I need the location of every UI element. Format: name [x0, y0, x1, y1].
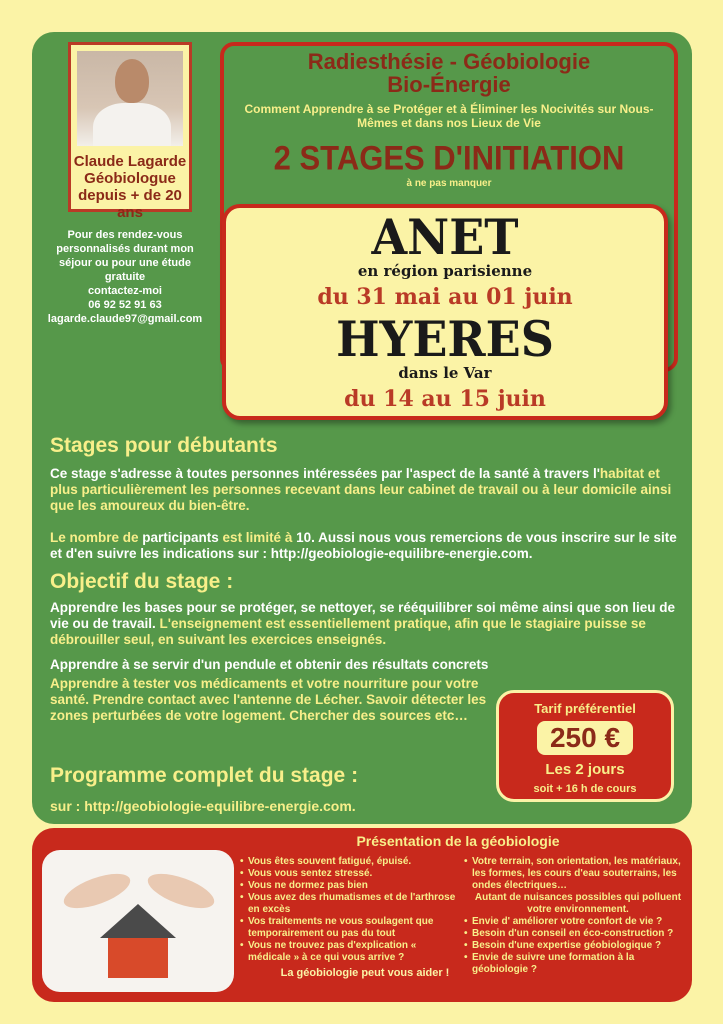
section2-paragraph2: Apprendre à se servir d'un pendule et obtenir des résultats concrets: [50, 657, 489, 672]
contact-cta: contactez-moi: [88, 285, 162, 297]
event-dates: du 31 mai au 01 juin: [317, 284, 573, 310]
header-title: [226, 50, 672, 96]
presentation-closing: La géobiologie peut vous aider !: [280, 967, 450, 979]
price-amount: 250 €: [537, 721, 633, 755]
section2-paragraph1: Apprendre les bases pour se protéger, se nettoyer, se rééquilibrer soi même ainsi que son lieu de vie ou de travail. L'enseignement est essentiellement pratique, afin que le stagiaire puisse se débrouiller seul, en suivant les exercices enseignés.: [50, 600, 675, 647]
header-headline: 2 STAGES D'INITIATION: [273, 138, 625, 178]
price-duration: Les 2 jours: [545, 761, 625, 778]
list-item: • Vous vous sentez stressé.: [240, 868, 458, 880]
contact-email[interactable]: lagarde.claude97@gmail.com: [47, 313, 203, 325]
presentation-title: Présentation de la géobiologie: [356, 833, 560, 849]
list-item: • Vous avez des rhumatismes et de l'arthrose en excès: [240, 892, 458, 916]
event-dates: du 14 au 15 juin: [344, 386, 546, 412]
program-link[interactable]: sur : http://geobiologie-equilibre-energie.com.: [50, 798, 356, 814]
event-city: ANET: [371, 208, 519, 266]
header-subheadline: à ne pas manquer: [406, 178, 492, 189]
section1-paragraph1: Ce stage s'adresse à toutes personnes intéressées par l'aspect de la santé à travers l'habitat et plus particulièrement les personnes recevant dans leur cabinet de travail ou à leur domicile ainsi que les amoureux du bien-être.: [50, 466, 672, 513]
right-note: Autant de nuisances possibles qui polluent votre environnement.: [474, 892, 682, 915]
event-region: dans le Var: [398, 364, 492, 382]
presentation-right-list: [464, 856, 684, 976]
profile-photo: [77, 51, 183, 146]
list-item: • Vous êtes souvent fatigué, épuisé.: [240, 856, 458, 868]
list-item: • Vous ne dormez pas bien: [240, 880, 458, 892]
profile-name: Claude Lagarde: [73, 153, 187, 170]
section-heading: Stages pour débutants: [50, 434, 278, 457]
list-item: • Besoin d'un conseil en éco-construction ?: [464, 928, 684, 940]
list-item: • Besoin d'une expertise géobiologique ?: [464, 940, 684, 952]
title-line2: Bio-Énergie: [387, 72, 511, 97]
price-label: Tarif préférentiel: [534, 701, 636, 716]
price-badge: [496, 690, 674, 802]
house-hands-image: [42, 850, 234, 992]
contact-block: [40, 228, 210, 326]
profile-experience: depuis + de 20 ans: [78, 187, 182, 221]
section-heading: Objectif du stage :: [50, 570, 234, 593]
title-line1: Radiesthésie - Géobiologie: [307, 49, 591, 74]
event-region: en région parisienne: [357, 262, 533, 280]
profile-card: [68, 42, 192, 221]
contact-intro: Pour des rendez-vous personnalisés durant mon séjour ou pour une étude gratuite: [56, 229, 194, 283]
list-item: • Vous ne trouvez pas d'explication « médicale » à ce qui vous arrive ?: [240, 940, 458, 964]
event-city: HYERES: [336, 310, 554, 368]
presentation-left-list: [240, 856, 458, 964]
section1-paragraph2: Le nombre de participants est limité à 10. Aussi nous vous remercions de vous inscrire sur le site et d'en suivre les indications sur : http://geobiologie-equilibre-energie.com.: [50, 530, 677, 561]
list-item: • Votre terrain, son orientation, les matériaux, les formes, les cours d'eau souterrains, les ondes électriques…: [464, 856, 684, 892]
list-item: • Vos traitements ne vous soulagent que temporairement ou pas du tout: [240, 916, 458, 940]
section2-paragraph3: Apprendre à tester vos médicaments et votre nourriture pour votre santé. Prendre contact avec l'antenne de Lécher. Savoir détecter les zones perturbées de votre logement. Chercher des sources etc…: [50, 676, 487, 723]
price-hours: soit + 16 h de cours: [533, 783, 637, 795]
contact-phone[interactable]: 06 92 52 91 63: [88, 299, 162, 311]
list-item: • Envie d' améliorer votre confort de vie ?: [464, 916, 684, 928]
header-tagline: Comment Apprendre à se Protéger et à Éliminer les Nocivités sur Nous-Mêmes et dans nos Lieux de Vie: [244, 102, 654, 130]
profile-role: Géobiologue: [84, 170, 176, 187]
section-heading: Programme complet du stage :: [50, 764, 359, 787]
list-item: • Envie de suivre une formation à la géobiologie ?: [464, 952, 684, 976]
